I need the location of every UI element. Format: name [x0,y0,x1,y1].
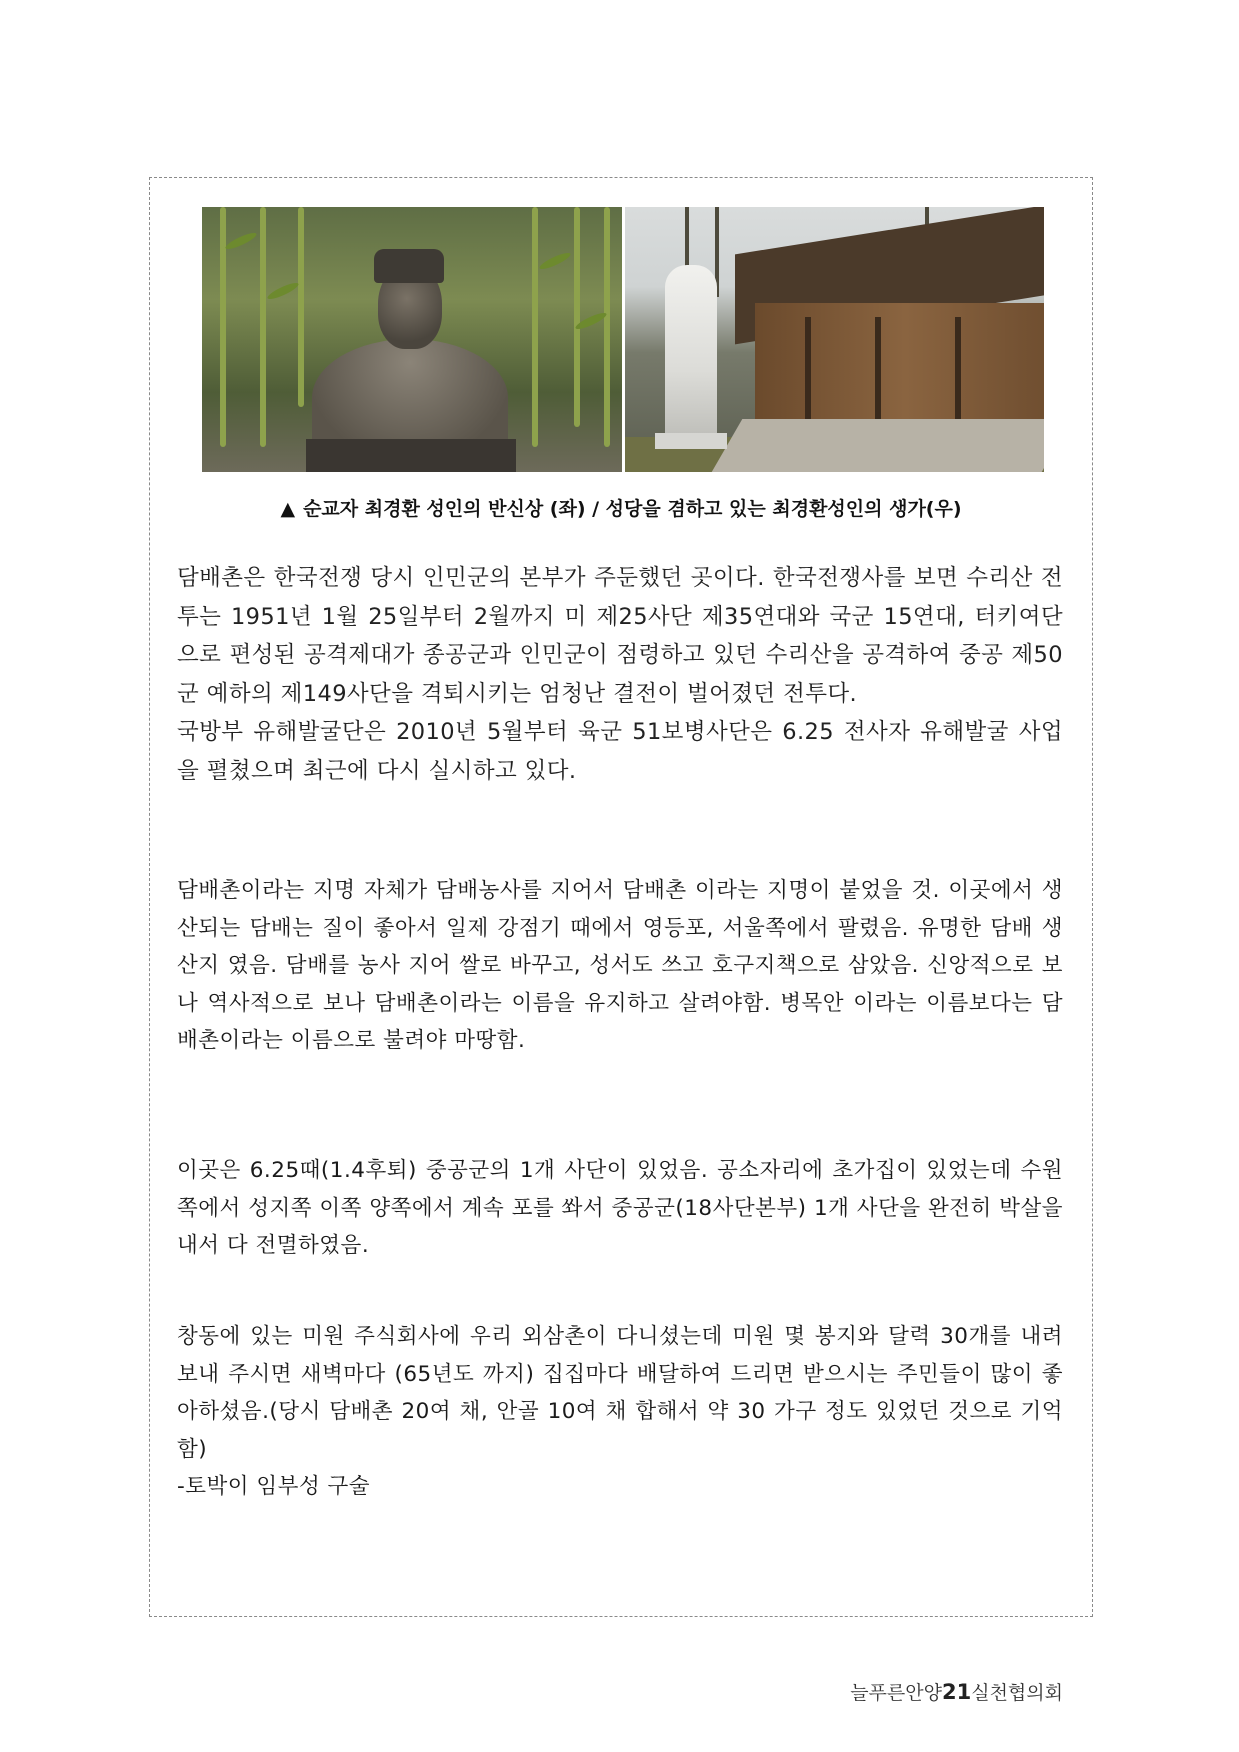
bamboo-stalk [220,207,226,447]
birthplace-house-photo [625,207,1044,472]
photo-caption [149,494,1093,521]
attribution: -토박이 임부성 구술 [177,1474,371,1500]
testimony-paragraph [177,872,1063,1060]
bamboo-leaf [266,280,300,302]
testimony-paragraph [177,1152,1063,1265]
paragraph-text: 이곳은 6.25때(1.4후퇴) 중공군의 1개 사단이 있었음. 공소자리에 초가집이 있었는데 수원쪽에서 성지쪽 이쪽 양쪽에서 계속 포를 쏴서 중공군(18사단본부) 1개 사단을 완전히 박살을 내서 다 전멸하였음. [177,1158,1063,1259]
paragraph-text: 창동에 있는 미원 주식회사에 우리 외삼촌이 다니셨는데 미원 몇 봉지와 달력 30개를 내려 보내 주시면 새벽마다 (65년도 까지) 집집마다 배달하여 드리면 받으시는 주민들이 많이 좋아하셨음.(당시 담배촌 20여 채, 안골 10여 채 합해서 약 30 가구 정도 있었던 것으로 기억함) [177,1324,1063,1462]
triangle-icon: ▲ [280,498,296,520]
house-post [955,317,961,423]
bamboo-stalk [532,207,538,447]
paragraph-text: 담배촌이라는 지명 자체가 담배농사를 지어서 담배촌 이라는 지명이 붙었을 것. 이곳에서 생산되는 담배는 질이 좋아서 일제 강점기 때에서 영등포, 서울쪽에서 팔렸음. 유명한 담배 생산지 였음. 담배를 농사 지어 쌀로 바꾸고, 성서도 쓰고 호구지책으로 삼았음. 신앙적으로 보나 역사적으로 보나 담배촌이라는 이름을 유지하고 살려야함. 병목안 이라는 이름보다는 담배촌이라는 이름으로 불려야 마땅함. [177,878,1063,1054]
holy-family-statue [665,265,717,441]
bamboo-stalk [260,207,266,447]
paragraph-line: 담배촌은 한국전쟁 당시 인민군의 본부가 주둔했던 곳이다. 한국전쟁사를 보면 수리산 전투는 1951년 1월 25일부터 2월까지 미 제25사단 제35연대와 국군 15연대, 터키여단으로 편성된 공격제대가 종공군과 인민군이 점령하고 있던 수리산을 공격하여 중공 제50군 예하의 제149사단을 격퇴시키는 엄청난 결전이 벌어졌던 전투다. [177,565,1063,707]
bust-hat [374,249,444,283]
history-paragraph [177,559,1063,790]
bamboo-stalk [604,207,610,447]
footer-suffix: 실천협의회 [971,1682,1063,1704]
paragraph-line: 국방부 유해발굴단은 2010년 5월부터 육군 51보병사단은 6.25 전사자 유해발굴 사업을 펼쳤으며 최근에 다시 실시하고 있다. [177,719,1063,784]
house-post [875,317,881,423]
martyr-bust-photo [202,207,622,472]
house-wall [755,303,1044,423]
organization-footer [800,1678,1063,1705]
bust-pedestal [306,439,516,472]
caption-text: 순교자 최경환 성인의 반신상 (좌) / 성당을 겸하고 있는 최경환성인의 생가(우) [303,498,962,520]
footer-number: 21 [941,1680,972,1704]
statue-base [655,433,727,449]
bamboo-stalk [574,207,580,427]
bamboo-leaf [538,250,572,272]
bamboo-stalk [298,207,304,407]
testimony-paragraph [177,1318,1063,1506]
photo-pair [202,207,1044,472]
stone-path [708,419,1044,472]
house-post [805,317,811,423]
bamboo-leaf [224,230,258,252]
footer-prefix: 늘푸른안양 [850,1682,942,1704]
